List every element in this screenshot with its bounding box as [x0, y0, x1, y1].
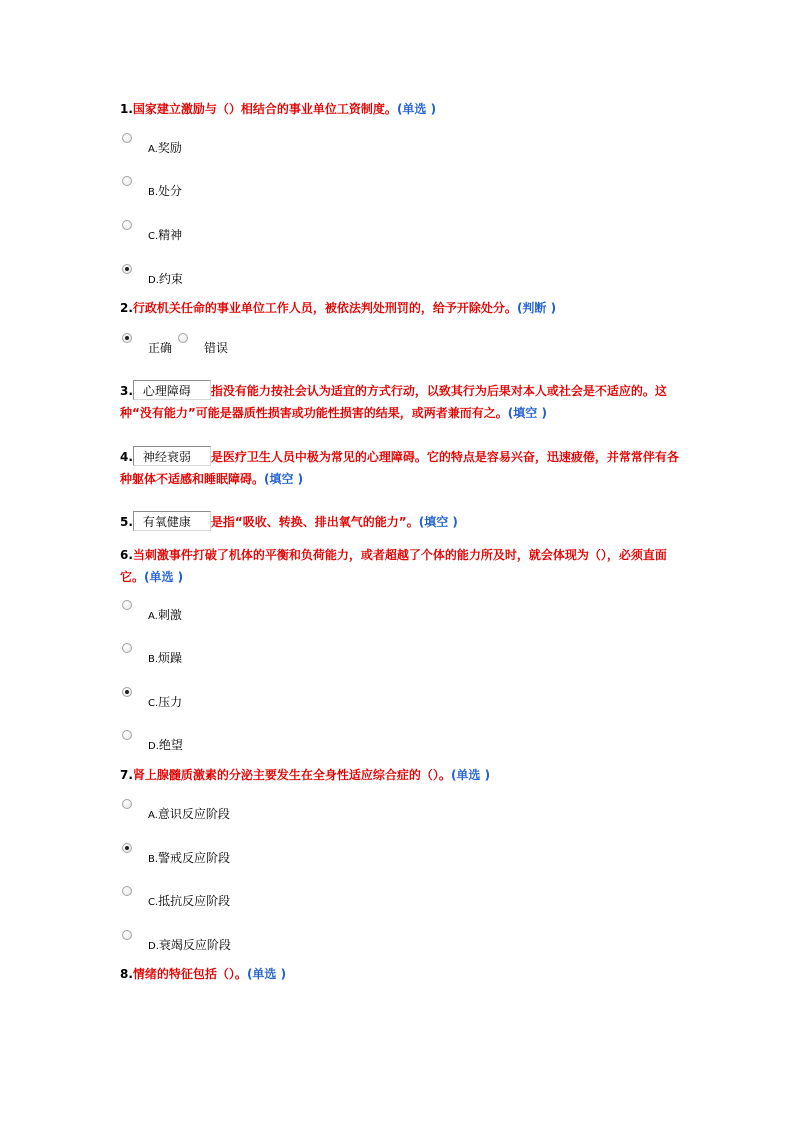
question-text: 5. 有氧健康 是指“吸收、转换、排出氧气的能力”。(填空 ): [120, 511, 682, 533]
radio-button[interactable]: [122, 643, 132, 653]
radio-button-selected[interactable]: [122, 264, 132, 274]
question-text: 4. 神经衰弱 是医疗卫生人员中极为常见的心理障碍。它的特点是容易兴奋，迅速疲倦，并常常伴有各种躯体不适感和睡眠障碍。(填空 ): [120, 446, 682, 490]
question-1: [120, 98, 682, 120]
question-text: 8.情绪的特征包括（）。(单选 ): [120, 967, 287, 981]
question-2: [120, 297, 682, 319]
question-text: 7.肾上腺髓质激素的分泌主要发生在全身性适应综合症的（）。(单选 ): [120, 768, 491, 782]
fill-in-input[interactable]: 神经衰弱: [133, 446, 211, 466]
question-6: [120, 544, 682, 588]
question-type: (判断 ): [516, 301, 557, 315]
radio-button[interactable]: [122, 176, 132, 186]
radio-button[interactable]: [122, 799, 132, 809]
radio-button[interactable]: [122, 220, 132, 230]
question-type: (单选 ): [396, 102, 437, 116]
question-text: 6.当刺激事件打破了机体的平衡和负荷能力，或者超越了个体的能力所及时，就会体现为（），必须直面它。(单选 ): [120, 548, 667, 584]
radio-button[interactable]: [122, 730, 132, 740]
question-text: 1.国家建立激励与（）相结合的事业单位工资制度。(单选 ): [120, 102, 437, 116]
radio-button[interactable]: [122, 930, 132, 940]
question-7: [120, 764, 682, 786]
question-8: [120, 963, 682, 985]
question-type: (单选 ): [246, 967, 287, 981]
question-text: 2.行政机关任命的事业单位工作人员，被依法判处刑罚的，给予开除处分。(判断 ): [120, 301, 557, 315]
question-text: 3. 心理障碍 指没有能力按社会认为适宜的方式行动，以致其行为后果对本人或社会是不适应的。这种“没有能力”可能是器质性损害或功能性损害的结果，或两者兼而有之。(填空 ): [120, 380, 682, 424]
radio-button-selected[interactable]: [122, 687, 132, 697]
radio-button[interactable]: [122, 133, 132, 143]
question-type: (单选 ): [144, 570, 184, 584]
question-3: [120, 380, 682, 424]
fill-in-input[interactable]: 心理障碍: [133, 380, 211, 400]
radio-button[interactable]: [178, 333, 188, 343]
question-type: (填空 ): [264, 472, 304, 486]
question-type: (单选 ): [450, 768, 491, 782]
radio-button-selected[interactable]: [122, 333, 132, 343]
radio-button-selected[interactable]: [122, 843, 132, 853]
radio-button[interactable]: [122, 600, 132, 610]
question-type: (填空 ): [507, 406, 547, 420]
radio-button[interactable]: [122, 886, 132, 896]
question-5: [120, 511, 682, 533]
question-4: [120, 446, 682, 490]
question-type: (填空 ): [418, 515, 458, 529]
fill-in-input[interactable]: 有氧健康: [133, 511, 211, 531]
